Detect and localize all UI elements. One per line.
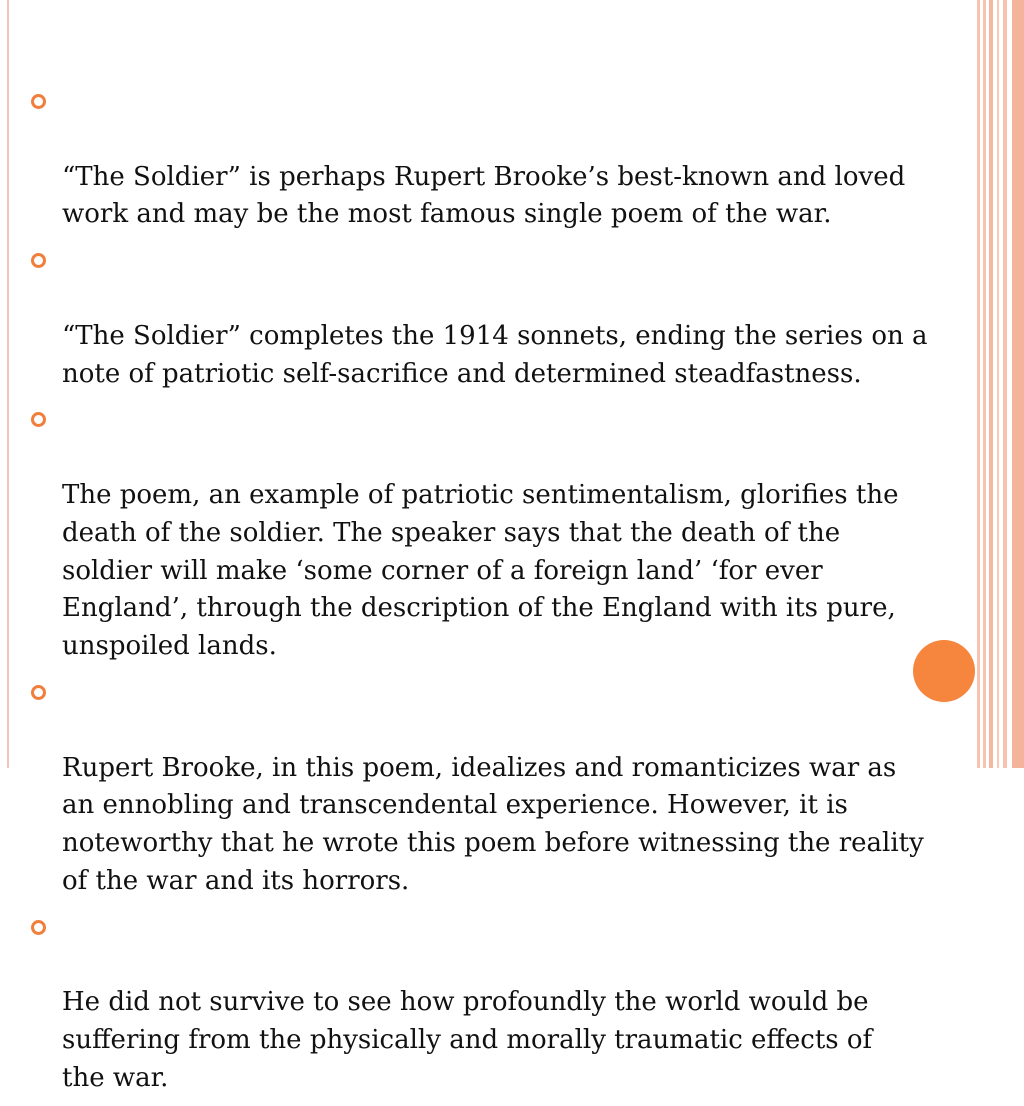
decorative-orange-circle [913, 640, 975, 702]
bullet-item [30, 83, 1024, 234]
bullet-item [30, 242, 1024, 393]
ring-bullet-icon [31, 94, 46, 109]
bullet-item [30, 909, 1024, 1098]
bullet-text: The poem, an example of patriotic sentimentalism, glorifies the death of the soldier. The speaker says that the death of the soldier will make ‘some corner of a foreign land’ ‘for ever England’, through the description of the England with its pure, unspoiled lands. [62, 479, 899, 662]
bullet-item [30, 674, 1024, 901]
ring-bullet-icon [31, 685, 46, 700]
bullet-item [30, 401, 1024, 666]
left-border-line [7, 0, 9, 768]
ring-bullet-icon [31, 412, 46, 427]
slide-bullet-list [30, 83, 1024, 1106]
bullet-text: He did not survive to see how profoundly the world would be suffering from the physically and morally traumatic effects of the war. [62, 987, 873, 1093]
bullet-text: “The Soldier” is perhaps Rupert Brooke’s best-known and loved work and may be the most famous single poem of the war. [62, 161, 906, 230]
bullet-text: “The Soldier” completes the 1914 sonnets, ending the series on a note of patriotic self-sacrifice and determined steadfastness. [62, 320, 928, 389]
ring-bullet-icon [31, 920, 46, 935]
bullet-text: Rupert Brooke, in this poem, idealizes and romanticizes war as an ennobling and transcendental experience. However, it is noteworthy that he wrote this poem before witnessing the reality of the war and its horrors. [62, 752, 924, 896]
ring-bullet-icon [31, 253, 46, 268]
